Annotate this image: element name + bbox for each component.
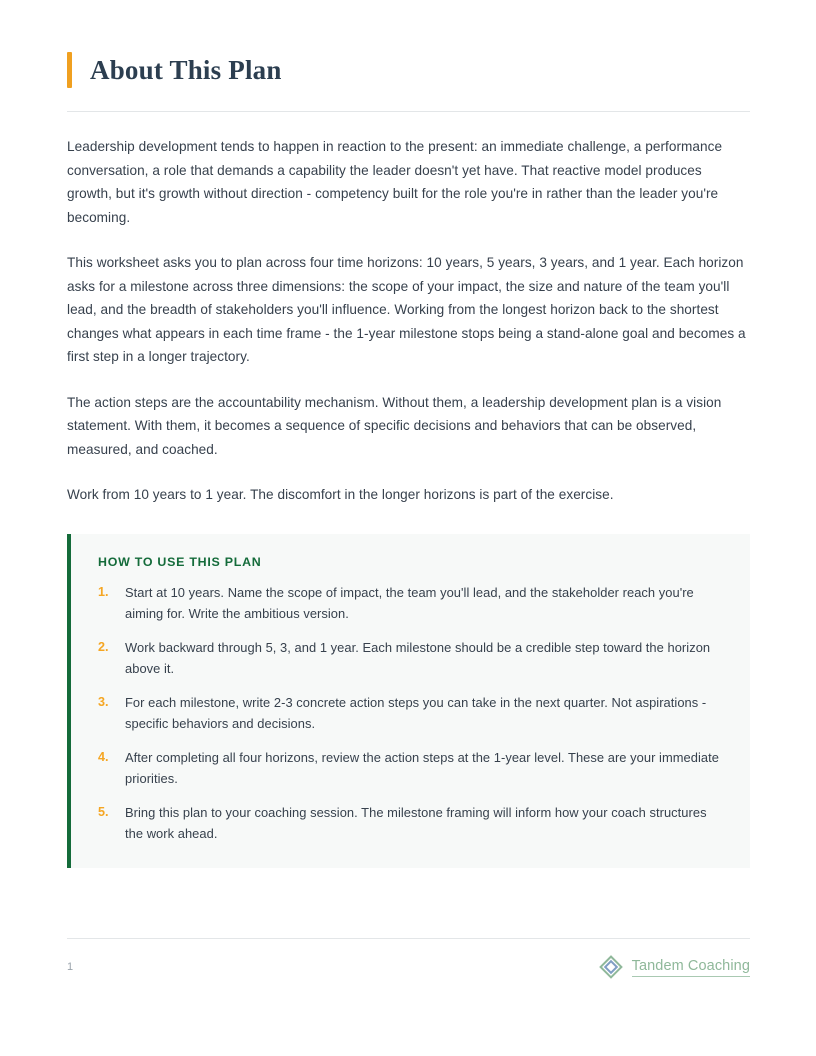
- paragraph: Leadership development tends to happen in reaction to the present: an immediate challenge, a performance conversation, a role that demands a capability the leader doesn't yet have. That reactive model produces growth, but it's growth without direction - competency built for the role you're in rather than the leader you're becoming.: [67, 139, 723, 225]
- brand-logo: [599, 955, 750, 979]
- list-item: [98, 802, 724, 844]
- footer-divider: [67, 938, 750, 939]
- title-divider: [67, 111, 750, 112]
- brand-name: Tandem Coaching: [632, 958, 750, 977]
- callout-heading: HOW TO USE THIS PLAN: [98, 554, 262, 569]
- title-accent-bar: [67, 52, 72, 88]
- list-item-number: 5.: [98, 804, 109, 819]
- page-number: 1: [67, 961, 74, 973]
- footer-content: [67, 956, 750, 978]
- list-item: [98, 582, 724, 624]
- list-item-number: 4.: [98, 749, 109, 764]
- list-item-number: 1.: [98, 584, 109, 599]
- paragraph: The action steps are the accountability mechanism. Without them, a leadership development plan is a vision statement. With them, it becomes a sequence of specific decisions and behaviors that can be observed, measured, and coached.: [67, 394, 722, 457]
- how-to-use-callout: [67, 534, 750, 868]
- page-title-row: [67, 50, 750, 90]
- list-item: [98, 692, 724, 734]
- page-title: About This Plan: [90, 54, 282, 85]
- page-content: [67, 50, 750, 868]
- list-item: [98, 747, 724, 789]
- paragraph: This worksheet asks you to plan across four time horizons: 10 years, 5 years, 3 years, and 1 year. Each horizon asks for a milestone across three dimensions: the scope of your impact, the size and nature of the team you'll lead, and the breadth of stakeholders you'll influence. Working from the longest horizon back to the shortest changes what appears in each time frame - the 1-year milestone stops being a stand-alone goal and becomes a first step in a longer trajectory.: [67, 255, 746, 364]
- list-item-number: 2.: [98, 639, 109, 654]
- body-paragraphs: [67, 135, 750, 507]
- paragraph: Work from 10 years to 1 year. The discomfort in the longer horizons is part of the exercise.: [67, 487, 614, 502]
- page-footer: [67, 938, 750, 978]
- list-item-text: Bring this plan to your coaching session. The milestone framing will inform how your coach structures the work ahead.: [125, 804, 707, 841]
- callout-instruction-list: [98, 582, 724, 844]
- list-item-text: Start at 10 years. Name the scope of impact, the team you'll lead, and the stakeholder reach you're aiming for. Write the ambitious version.: [125, 584, 694, 621]
- list-item-text: After completing all four horizons, review the action steps at the 1-year level. These are your immediate priorities.: [125, 749, 719, 786]
- list-item-number: 3.: [98, 694, 109, 709]
- list-item-text: Work backward through 5, 3, and 1 year. Each milestone should be a credible step toward the horizon above it.: [125, 639, 711, 676]
- list-item-text: For each milestone, write 2-3 concrete action steps you can take in the next quarter. Not aspirations - specific behaviors and decisions.: [125, 694, 707, 731]
- list-item: [98, 637, 724, 679]
- diamond-logo-icon: [599, 955, 623, 979]
